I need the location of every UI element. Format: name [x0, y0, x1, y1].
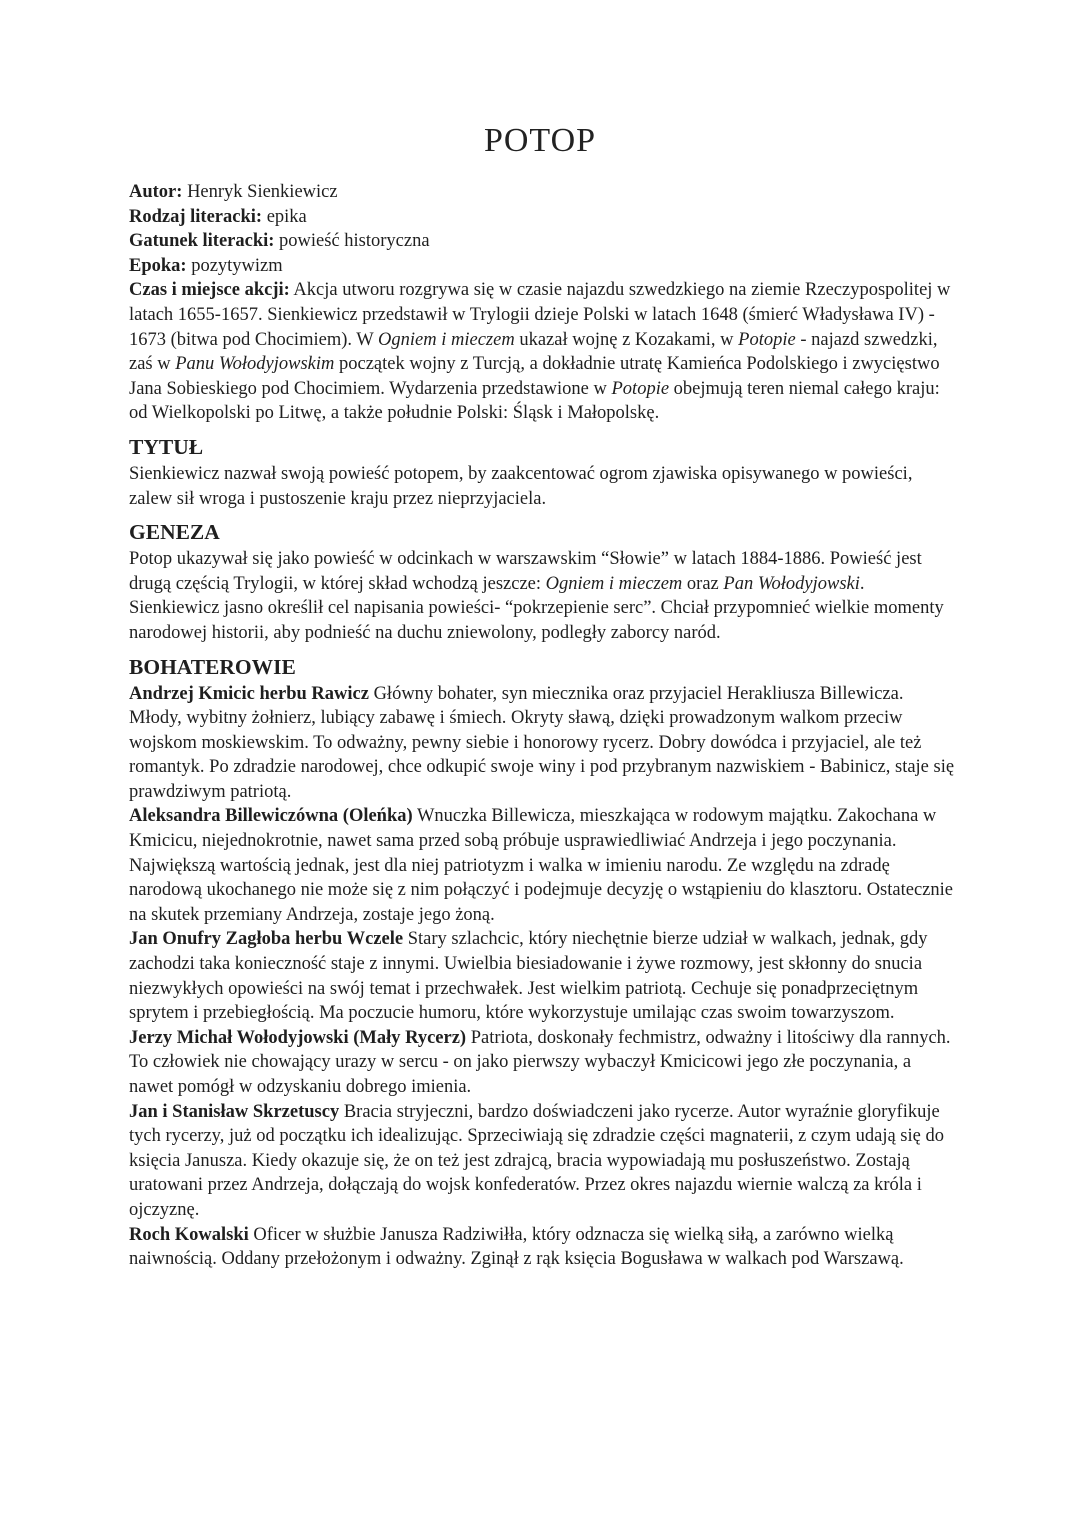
hero-name: Roch Kowalski	[129, 1224, 249, 1245]
meta-genre-kind-value: epika	[266, 206, 307, 227]
hero-entry-zagloba	[129, 927, 959, 1025]
section-text-geneza	[129, 547, 959, 645]
hero-name: Andrzej Kmicic herbu Rawicz	[129, 683, 369, 704]
hero-description: Bracia stryjeczni, bardzo doświadczeni jako rycerze. Autor wyraźnie gloryfikuje tych rycerzy, już od początku ich idealizując. Sprzeciwiają się zdradzie części magnaterii, z czym udają się do księcia Janusza. Kiedy okazuje się, że on też jest zdrajcą, bracia wypowiadają mu posłuszeństwo. Zostają uratowani przez Andrzeja, dołączają do wojsk konfederatów. Przez okres najazdu wiernie walczą za króla i ojczyznę.	[129, 1101, 944, 1220]
time-place-text: początek wojny z Turcją, a dokładnie utratę Kamieńca Podolskiego i zwycięstwo Jana Sobieskiego pod Chocimiem. Wydarzenia przedstawione w	[129, 354, 940, 399]
hero-description: Główny bohater, syn miecznika oraz przyjaciel Herakliusza Billewicza. Młody, wybitny żołnierz, lubiący zabawę i śmiech. Okryty sławą, dzięki prowadzonym walkom przeciw wojskom moskiewskim. To odważny, pewny siebie i honorowy rycerz. Dobry dowódca i przyjaciel, ale też romantyk. Po zdradzie narodowej, chce odkupić swoje winy i pod przybranym nazwiskiem - Babinicz, staje się prawdziwym patriotą.	[129, 683, 955, 802]
time-place-italic-title: Potopie	[738, 329, 796, 350]
time-place-italic-title: Ogniem i mieczem	[378, 329, 515, 350]
geneza-text: Potop ukazywał się jako powieść w odcinkach w warszawskim “Słowie” w latach 1884-1886. Powieść jest drugą częścią Trylogii, w której skład wchodzą jeszcze:	[129, 549, 922, 594]
meta-author	[129, 180, 959, 205]
meta-genre	[129, 229, 959, 254]
section-heading-tytul: TYTUŁ	[129, 434, 204, 459]
meta-time-place-label: Czas i miejsce akcji:	[129, 280, 290, 301]
hero-description: Stary szlachcic, który niechętnie bierze udział w walkach, jednak, gdy zachodzi taka konieczność staje z innymi. Uwielbia biesiadowanie i żywe rozmowy, jest skłonny do snucia niezwykłych opowieści na swój temat i przechwałek. Jest wielkim patriotą. Cechuje się ponadprzeciętnym sprytem i przebiegłością. Ma poczucie humoru, które wykorzystuje umilając czas swoim towarzyszom.	[129, 929, 928, 1024]
section-heading-bohaterowie: BOHATEROWIE	[129, 654, 296, 679]
time-place-italic-title: Panu Wołodyjowskim	[175, 354, 335, 375]
geneza-italic-title: Pan Wołodyjowski	[723, 573, 860, 594]
hero-description: Oficer w służbie Janusza Radziwiłła, który odznacza się wielką siłą, a zarówno wielką naiwnością. Oddany przełożonym i odważny. Zginął z rąk księcia Bogusława w walkach pod Warszawą.	[129, 1224, 904, 1270]
meta-time-place	[129, 278, 959, 426]
time-place-text: - najazd szwedzki, zaś w	[129, 329, 938, 375]
meta-epoch-value: pozytywizm	[191, 255, 283, 276]
meta-author-value: Henryk Sienkiewicz	[187, 182, 338, 202]
time-place-text: obejmują teren niemal całego kraju: od Wielkopolski po Litwę, a także południe Polski: Śląsk i Małopolskę.	[129, 378, 940, 424]
time-place-text: ukazał wojnę z Kozakami, w	[514, 329, 739, 350]
geneza-italic-title: Ogniem i mieczem	[545, 573, 683, 594]
section-text-tytul: Sienkiewicz nazwał swoją powieść potopem, by zaakcentować ogrom zjawiska opisywanego w powieści, zalew sił wroga i pustoszenie kraju przez nieprzyjaciela.	[129, 463, 913, 509]
geneza-text: . Sienkiewicz jasno określił cel napisania powieści- “pokrzepienie serc”. Chciał przypomnieć wielkie momenty narodowej historii, aby podnieść na duchu zniewolony, podległy zaborcy naród.	[129, 573, 944, 643]
time-place-italic-title: Potopie	[611, 378, 670, 399]
hero-name: Jerzy Michał Wołodyjowski (Mały Rycerz)	[129, 1027, 467, 1048]
meta-genre-value: powieść historyczna	[279, 231, 430, 252]
meta-author-label: Autor:	[129, 182, 183, 202]
hero-entry-kmicic	[129, 682, 959, 805]
hero-entry-kowalski	[129, 1223, 959, 1272]
meta-epoch-label: Epoka:	[129, 255, 187, 276]
hero-name: Jan i Stanisław Skrzetuscy	[129, 1101, 340, 1122]
section-heading-geneza: GENEZA	[129, 520, 220, 545]
hero-description: Wnuczka Billewicza, mieszkająca w rodowym majątku. Zakochana w Kmicicu, niejednokrotnie, nawet sama przed sobą próbuje usprawiedliwiać Andrzeja i jego poczynania. Największą wartością jednak, jest dla niej patriotyzm i walka w imieniu narodu. Ze względu na zdradę narodową ukochanego nie może się z nim połączyć i podejmuje decyzję o wstąpieniu do klasztoru. Ostatecznie na skutek przemiany Andrzeja, zostaje jego żoną.	[129, 806, 953, 925]
hero-entry-olenka	[129, 804, 959, 927]
hero-name: Jan Onufry Zagłoba herbu Wczele	[129, 929, 404, 950]
meta-genre-label: Gatunek literacki:	[129, 231, 275, 252]
hero-entry-wolodyjowski	[129, 1026, 959, 1100]
time-place-text: Akcja utworu rozgrywa się w czasie najazdu szwedzkiego na ziemie Rzeczypospolitej w latach 1655-1657. Sienkiewicz przedstawił w Trylogii dzieje Polski w latach 1648 (śmierć Władysława IV) - 1673 (bitwa pod Chocimiem). W	[129, 280, 951, 350]
hero-entry-skrzetuscy	[129, 1100, 959, 1223]
hero-description: Patriota, doskonały fechmistrz, odważny i litościwy dla rannych. To człowiek nie chowający urazy w sercu - on jako pierwszy wybaczył Kmicicowi jego złe poczynania, a nawet pomógł w odzyskaniu dobrego imienia.	[129, 1027, 951, 1097]
meta-genre-kind-label: Rodzaj literacki:	[129, 206, 263, 227]
meta-genre-kind	[129, 205, 959, 230]
page-title: POTOP	[483, 122, 597, 159]
hero-name: Aleksandra Billewiczówna (Oleńka)	[129, 806, 413, 827]
geneza-text: oraz	[682, 573, 724, 594]
document-body	[129, 180, 959, 1272]
meta-epoch	[129, 254, 959, 279]
